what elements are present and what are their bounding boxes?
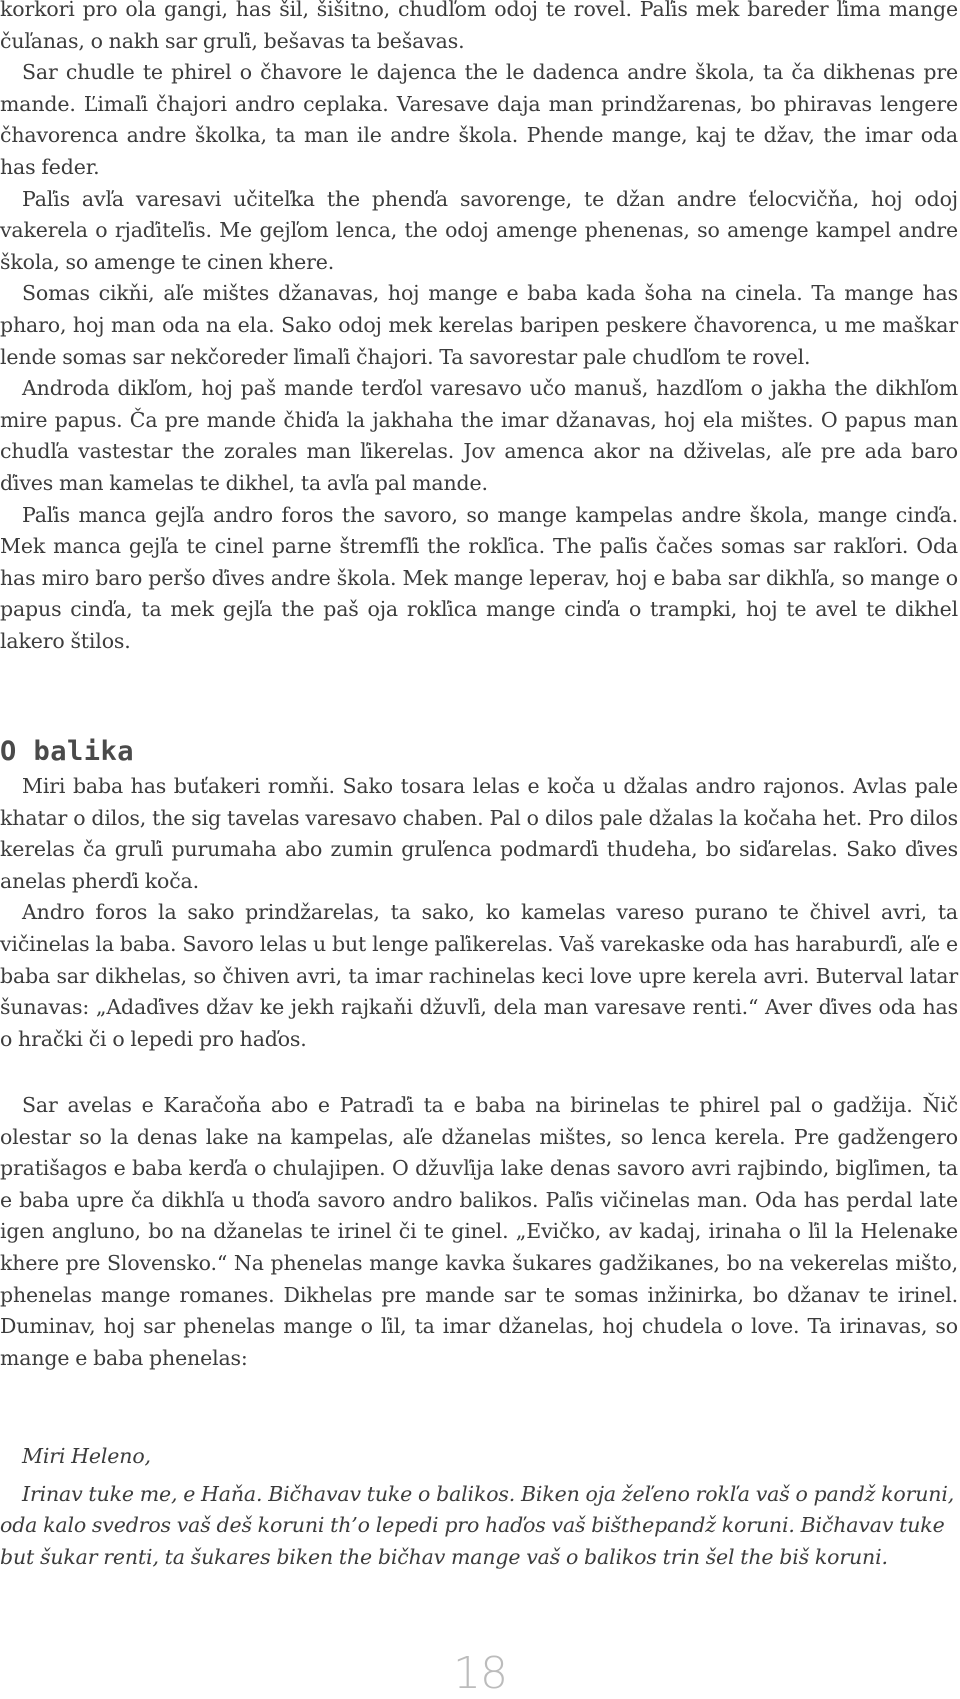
paragraph: Paľis avľa varesavi učiteľka the phenďa savorenge, te džan andre ťelocvičňa, hoj odoj vakerela o rjaďiteľis. Me gejľom lenca, the odoj amenge phenenas, so amenge kampel andre škola, so amenge te cinen khere. bbox=[0, 186, 958, 274]
letter-text bbox=[0, 1441, 958, 1573]
paragraph: Somas cikňi, aľe mištes džanavas, hoj mange e baba kada šoha na cinela. Ta mange has pharo, hoj man oda na ela. Sako odoj mek kerelas baripen peskere čhavorenca, u me maškar lende somas sar nekčoreder ľimaľi čhajori. Ta savorestar pale chudľom te rovel. bbox=[0, 281, 958, 369]
page-number: 18 bbox=[453, 1648, 507, 1699]
paragraph: Androda dikľom, hoj paš mande terďol varesavo učo manuš, hazdľom o jakha the dikhľom mire papus. Ča pre mande čhiďa la jakhaha the imar džanavas, hoj ela mištes. O papus man chudľa vastestar the zorales man ľikerelas. Jov amenca akor na dživelas, aľe pre ada baro ďives man kamelas te dikhel, ta avľa pal mande. bbox=[0, 376, 958, 495]
paragraph: Andro foros la sako prindžarelas, ta sako, ko kamelas vareso purano te čhivel avri, ta vičinelas la baba. Savoro lelas u but lenge paľikerelas. Vaš varekaske oda has haraburďi, aľe e baba sar dikhelas, so čhiven avri, ta imar rachinelas keci love upre kerela avri. Buterval latar šunavas: „Adaďives džav ke jekh rajkaňi džuvľi, dela man varesave renti.“ Aver ďives oda has o hrački či o lepedi pro haďos. bbox=[0, 900, 958, 1051]
paragraph: korkori pro ola gangi, has šil, šišitno, chudľom odoj te rovel. Paľis mek bareder ľima mange čuľanas, o nakh sar gruľi, bešavas ta bešavas. bbox=[0, 0, 958, 53]
section-3-text bbox=[0, 1090, 958, 1374]
section-1-text bbox=[0, 0, 958, 657]
paragraph: Miri baba has buťakeri romňi. Sako tosara lelas e koča u džalas andro rajonos. Avlas pale khatar o dilos, the sig tavelas varesavo chaben. Pal o dilos pale džalas la kočaha het. Pro dilos kerelas ča gruľi purumaha abo zumin gruľenca podmarďi thudeha, bo siďarelas. Sako ďives anelas pherďi koča. bbox=[0, 774, 958, 893]
paragraph: Sar avelas e Karačoňa abo e Patraďi ta e baba na birinelas te phirel pal o gadžija. Ňič olestar so la denas lake na kampelas, aľe džanelas mištes, so lenca kerela. Pre gadžengero pratišagos e baba kerďa o chulajipen. O džuvľija lake denas savoro avri rajbindo, bigľimen, ta e baba upre ča dikhľa u thoďa savoro andro balikos. Paľis vičinelas man. Oda has perdal late igen angluno, bo na džanelas te irinel či te ginel. „Evičko, av kadaj, irinaha o ľil la Helenake khere pre Slovensko.“ Na phenelas mange kavka šukares gadžikanes, bo na vekerelas mišto, phenelas mange romanes. Dikhelas pre mande sar te somas inžinirka, bo džanav te irinel. Duminav, hoj sar phenelas mange o ľil, ta imar džanelas, hoj chudela o love. Ta irinavas, so mange e baba phenelas: bbox=[0, 1093, 958, 1370]
paragraph: Sar chudle te phirel o čhavore le dajenca the le dadenca andre škola, ta ča dikhenas pre mande. Ľimaľi čhajori andro ceplaka. Varesave daja man prindžarenas, bo phiravas lengere čhavorenca andre školka, ta man ile andre škola. Phende mange, kaj te džav, the imar oda has feder. bbox=[0, 60, 958, 179]
section-heading: O balika bbox=[0, 736, 135, 767]
letter-salutation: Miri Heleno, bbox=[22, 1444, 151, 1468]
section-2-text bbox=[0, 771, 958, 1055]
paragraph: Paľis manca gejľa andro foros the savoro, so mange kampelas andre škola, mange cinďa. Mek manca gejľa te cinel parne štremfľi the rokľica. The paľis čačes somas sar rakľori. Oda has miro baro peršo ďives andre škola. Mek mange leperav, hoj e baba sar dikhľa, so mange o papus cinďa, ta mek gejľa the paš oja rokľica mange cinďa o trampki, hoj te avel te dikhel lakero štilos. bbox=[0, 502, 958, 653]
letter-body: Irinav tuke me, e Haňa. Bičhavav tuke o balikos. Biken oja žeľeno rokľa vaš o pandž koruni, oda kalo svedros vaš deš koruni th’o lepedi pro haďos vaš bišthepandž koruni. Bičhavav tuke but šukar renti, ta šukares biken the bičhav mange vaš o balikos trin šel the biš koruni. bbox=[0, 1481, 955, 1569]
